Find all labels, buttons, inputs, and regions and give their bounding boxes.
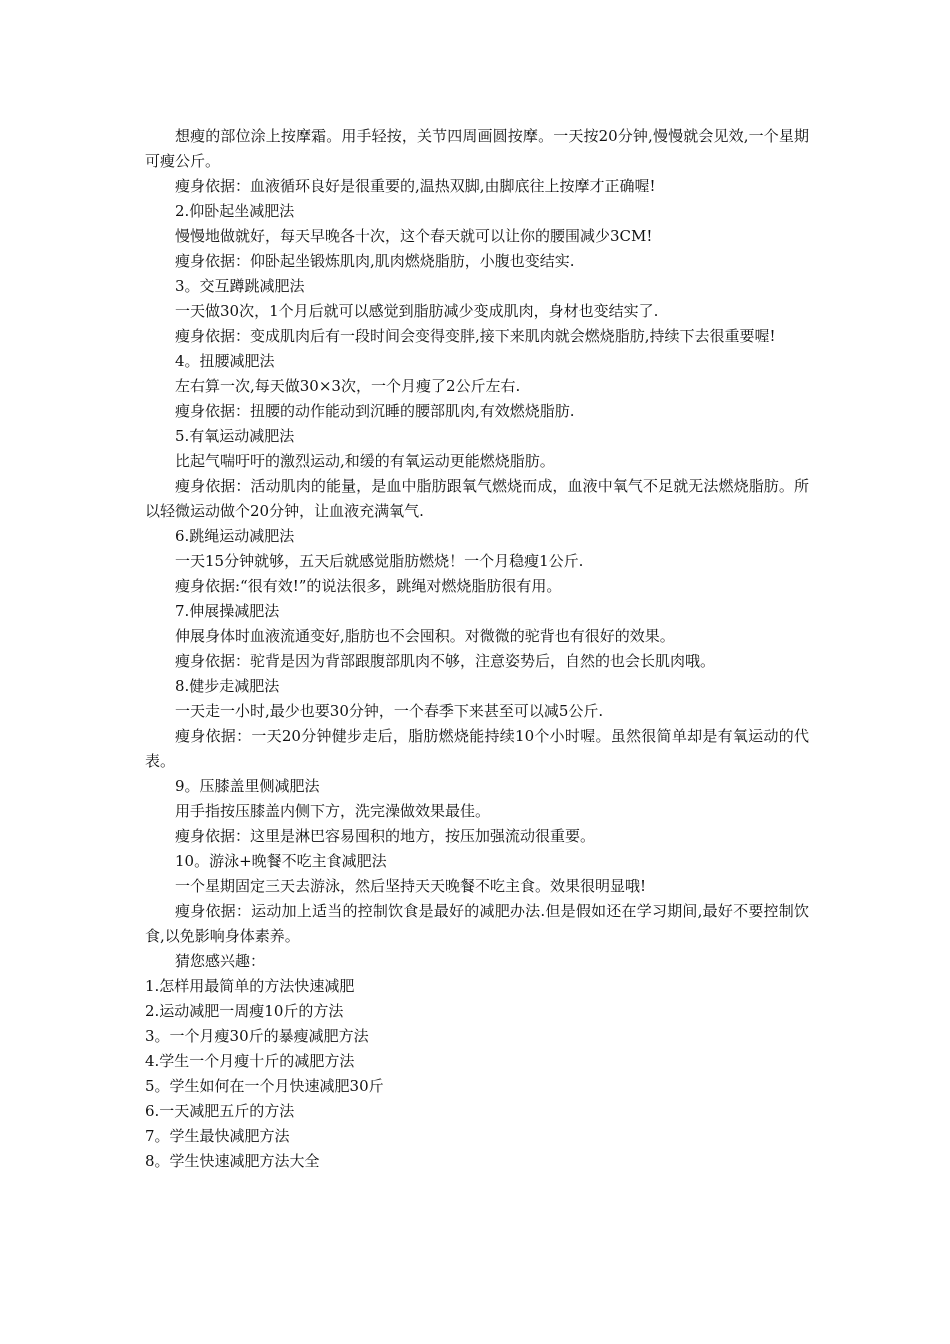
section-heading: 9。压膝盖里侧减肥法 <box>175 777 320 795</box>
section-heading: 6.跳绳运动减肥法 <box>175 527 295 545</box>
section-heading: 8.健步走减肥法 <box>175 677 280 695</box>
related-link[interactable]: 1.怎样用最简单的方法快速减肥 <box>145 977 355 995</box>
paragraph: 瘦身依据：血液循环良好是很重要的,温热双脚,由脚底往上按摩才正确喔! <box>175 177 656 195</box>
related-link[interactable]: 5。学生如何在一个月快速减肥30斤 <box>145 1077 384 1095</box>
section-heading: 5.有氧运动减肥法 <box>175 427 295 445</box>
section-heading: 4。扭腰减肥法 <box>175 352 275 370</box>
paragraph: 左右算一次,每天做30×3次，一个月瘦了2公斤左右. <box>175 377 521 395</box>
section-heading: 3。交互蹲跳减肥法 <box>175 277 305 295</box>
paragraph: 瘦身依据：变成肌肉后有一段时间会变得变胖,接下来肌肉就会燃烧脂肪,持续下去很重要喔! <box>175 327 776 345</box>
paragraph: 想瘦的部位涂上按摩霜。用手轻按，关节四周画圆按摩。一天按20分钟,慢慢就会见效,一个星期可瘦公斤。 <box>145 127 809 170</box>
paragraph: 伸展身体时血液流通变好,脂肪也不会囤积。对微微的驼背也有很好的效果。 <box>175 627 675 645</box>
related-link[interactable]: 8。学生快速减肥方法大全 <box>145 1152 320 1170</box>
paragraph: 瘦身依据：一天20分钟健步走后，脂肪燃烧能持续10个小时喔。虽然很简单却是有氧运动的代表。 <box>145 727 809 770</box>
paragraph: 瘦身依据：仰卧起坐锻炼肌肉,肌肉燃烧脂肪，小腹也变结实. <box>175 252 575 270</box>
paragraph: 瘦身依据:“很有效!”的说法很多，跳绳对燃烧脂肪很有用。 <box>175 577 562 595</box>
paragraph: 瘦身依据：驼背是因为背部跟腹部肌肉不够，注意姿势后，自然的也会长肌肉哦。 <box>175 652 716 670</box>
section-heading: 10。游泳+晚餐不吃主食减肥法 <box>175 852 387 870</box>
section-heading: 7.伸展操减肥法 <box>175 602 280 620</box>
paragraph: 瘦身依据：运动加上适当的控制饮食是最好的减肥办法.但是假如还在学习期间,最好不要控制饮食,以免影响身体素养。 <box>145 902 809 945</box>
related-link[interactable]: 6.一天减肥五斤的方法 <box>145 1102 295 1120</box>
paragraph: 用手指按压膝盖内侧下方，洗完澡做效果最佳。 <box>175 802 491 820</box>
related-heading: 猜您感兴趣： <box>175 952 266 970</box>
related-link[interactable]: 2.运动减肥一周瘦10斤的方法 <box>145 1002 344 1020</box>
paragraph: 比起气喘吁吁的激烈运动,和缓的有氧运动更能燃烧脂肪。 <box>175 452 555 470</box>
paragraph: 慢慢地做就好，每天早晚各十次，这个春天就可以让你的腰围减少3CM! <box>175 227 653 245</box>
document-page <box>145 124 809 1174</box>
paragraph: 瘦身依据：活动肌肉的能量，是血中脂肪跟氧气燃烧而成，血液中氧气不足就无法燃烧脂肪。所以轻微运动做个20分钟，让血液充满氧气. <box>145 477 809 520</box>
paragraph: 一个星期固定三天去游泳，然后坚持天天晚餐不吃主食。效果很明显哦! <box>175 877 647 895</box>
section-heading: 2.仰卧起坐减肥法 <box>175 202 295 220</box>
related-link[interactable]: 4.学生一个月瘦十斤的减肥方法 <box>145 1052 355 1070</box>
paragraph: 瘦身依据：这里是淋巴容易囤积的地方，按压加强流动很重要。 <box>175 827 596 845</box>
paragraph: 一天15分钟就够，五天后就感觉脂肪燃烧！一个月稳瘦1公斤. <box>175 552 584 570</box>
paragraph: 一天做30次，1个月后就可以感觉到脂肪减少变成肌肉，身材也变结实了. <box>175 302 659 320</box>
related-link[interactable]: 3。一个月瘦30斤的暴瘦减肥方法 <box>145 1027 369 1045</box>
paragraph: 一天走一小时,最少也要30分钟，一个春季下来甚至可以减5公斤. <box>175 702 604 720</box>
paragraph: 瘦身依据：扭腰的动作能动到沉睡的腰部肌肉,有效燃烧脂肪. <box>175 402 575 420</box>
related-list <box>145 974 809 1174</box>
related-link[interactable]: 7。学生最快减肥方法 <box>145 1127 290 1145</box>
